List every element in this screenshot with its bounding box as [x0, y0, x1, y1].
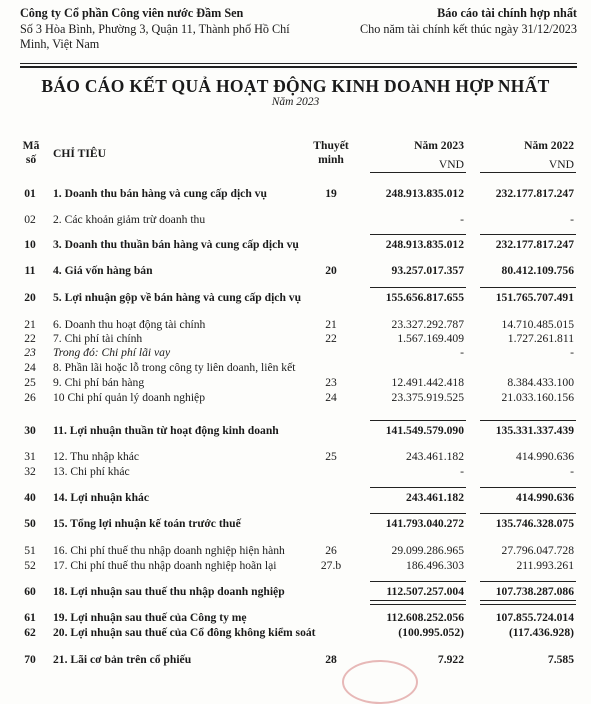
row-code: 60 [24, 585, 36, 598]
total-double-rule [370, 600, 466, 605]
row-value-2023: (100.995.052) [398, 626, 464, 639]
column-header-note [306, 139, 356, 167]
subtotal-rule [370, 487, 466, 488]
table-row [0, 390, 591, 405]
row-note: 25 [325, 450, 337, 463]
row-code: 01 [24, 187, 36, 200]
row-code: 30 [24, 424, 36, 437]
table-row [0, 237, 591, 252]
row-value-2023: 141.793.040.272 [385, 517, 464, 530]
row-value-2023: - [460, 465, 464, 478]
company-address-line2: Minh, Việt Nam [20, 37, 100, 51]
company-name: Công ty Cổ phần Công viên nước Đầm Sen [20, 6, 244, 20]
row-value-2023: 112.608.252.056 [386, 611, 464, 624]
row-label: 5. Lợi nhuận gộp về bán hàng và cung cấp dịch vụ [53, 291, 302, 304]
column-header-note-line2: minh [318, 153, 344, 166]
row-value-2022: 8.384.433.100 [507, 376, 574, 389]
row-code: 70 [24, 653, 36, 666]
table-row [0, 490, 591, 505]
table-row [0, 360, 591, 375]
row-value-2022: 135.331.337.439 [495, 424, 574, 437]
column-header-note-line1: Thuyết [313, 139, 349, 152]
row-value-2022: 14.710.485.015 [501, 318, 574, 331]
row-value-2023: 29.099.286.965 [391, 544, 464, 557]
row-code: 62 [24, 626, 36, 639]
row-value-2023: 141.549.579.090 [385, 424, 464, 437]
table-row [0, 610, 591, 625]
table-row [0, 516, 591, 531]
row-note: 19 [325, 187, 337, 200]
row-label: 14. Lợi nhuận khác [53, 491, 149, 504]
row-label: 12. Thu nhập khác [53, 450, 140, 463]
subtotal-rule [370, 420, 466, 421]
table-row [0, 464, 591, 479]
column-header-code-line2: số [25, 153, 37, 166]
table-row [0, 652, 591, 667]
table-row [0, 584, 591, 599]
column-header-item: CHỈ TIÊU [53, 147, 106, 160]
column-header-code-line1: Mã [22, 139, 40, 152]
row-code: 20 [24, 291, 36, 304]
row-value-2022: 21.033.160.156 [501, 391, 574, 404]
row-code: 51 [24, 544, 36, 557]
row-value-2023: 243.461.182 [406, 450, 464, 463]
row-value-2023: 155.656.817.655 [385, 291, 464, 304]
company-seal-stamp [342, 660, 418, 704]
row-value-2023: 93.257.017.357 [391, 264, 464, 277]
row-note: 26 [325, 544, 337, 557]
row-value-2023: - [460, 346, 464, 359]
row-label: 3. Doanh thu thuần bán hàng và cung cấp dịch vụ [53, 238, 299, 251]
subtotal-rule [480, 581, 576, 582]
row-code: 50 [24, 517, 36, 530]
row-code: 11 [24, 264, 36, 277]
row-label: 9. Chi phí bán hàng [53, 376, 145, 389]
row-code: 23 [24, 346, 36, 359]
row-label: 20. Lợi nhuận sau thuế của Cổ đông không kiểm soát [53, 626, 316, 639]
column-header-year-2022: Năm 2022 [524, 139, 574, 152]
row-label: 6. Doanh thu hoạt động tài chính [53, 318, 206, 331]
report-type: Báo cáo tài chính hợp nhất [437, 6, 577, 20]
header-rule-thin [20, 63, 577, 64]
subtotal-rule [480, 487, 576, 488]
row-label: 21. Lãi cơ bản trên cổ phiếu [53, 653, 192, 666]
column-unit-2022: VND [548, 158, 574, 171]
subtotal-rule [480, 420, 576, 421]
subtotal-rule [480, 234, 576, 235]
row-code: 02 [24, 213, 36, 226]
report-info-block [360, 6, 577, 37]
row-value-2023: 7.922 [437, 653, 464, 666]
table-row [0, 290, 591, 305]
row-code: 52 [24, 559, 36, 572]
row-label: 1. Doanh thu bán hàng và cung cấp dịch vụ [53, 187, 267, 200]
table-row [0, 263, 591, 278]
row-value-2022: 7.585 [547, 653, 574, 666]
column-unit-2023: VND [438, 158, 464, 171]
row-label: 15. Tổng lợi nhuận kế toán trước thuế [53, 517, 241, 530]
row-code: 22 [24, 332, 36, 345]
row-code: 61 [24, 611, 36, 624]
row-value-2023: 248.913.835.012 [385, 238, 464, 251]
row-code: 21 [24, 318, 36, 331]
row-label: 8. Phần lãi hoặc lỗ trong công ty liên doanh, liên kết [53, 361, 296, 374]
row-code: 26 [24, 391, 36, 404]
row-value-2022: - [570, 465, 574, 478]
row-code: 10 [24, 238, 36, 251]
company-block [20, 6, 320, 53]
subtotal-rule [480, 287, 576, 288]
report-period: Cho năm tài chính kết thúc ngày 31/12/2023 [360, 21, 577, 36]
row-value-2022: 151.765.707.491 [495, 291, 574, 304]
row-code: 24 [24, 361, 36, 374]
row-value-2022: 80.412.109.756 [501, 264, 574, 277]
subtotal-rule [370, 287, 466, 288]
row-value-2023: 112.507.257.004 [386, 585, 464, 598]
subtotal-rule [480, 513, 576, 514]
row-note: 22 [325, 332, 337, 345]
row-label: 7. Chi phí tài chính [53, 332, 143, 345]
row-label: 11. Lợi nhuận thuần từ hoạt động kinh doanh [53, 424, 279, 437]
table-row [0, 558, 591, 573]
row-note: 28 [325, 653, 337, 666]
report-title: BÁO CÁO KẾT QUẢ HOẠT ĐỘNG KINH DOANH HỢP NHẤT [41, 76, 550, 96]
unit-underline-2023 [370, 172, 466, 173]
row-value-2023: 243.461.182 [406, 491, 464, 504]
row-value-2022: - [570, 213, 574, 226]
row-value-2023: 12.491.442.418 [391, 376, 464, 389]
row-value-2023: 248.913.835.012 [385, 187, 464, 200]
row-value-2022: 414.990.636 [516, 491, 574, 504]
report-subtitle: Năm 2023 [271, 96, 320, 108]
row-note: 21 [325, 318, 337, 331]
table-row [0, 375, 591, 390]
table-row [0, 317, 591, 332]
row-value-2023: 186.496.303 [406, 559, 464, 572]
row-value-2022: 135.746.328.075 [495, 517, 574, 530]
row-note: 24 [325, 391, 337, 404]
table-row [0, 423, 591, 438]
row-value-2022: 107.738.287.086 [495, 585, 574, 598]
row-label: 16. Chi phí thuế thu nhập doanh nghiệp hiện hành [53, 544, 285, 557]
table-row [0, 331, 591, 346]
row-value-2022: 27.796.047.728 [501, 544, 574, 557]
table-row [0, 449, 591, 464]
subtotal-rule [370, 513, 466, 514]
row-note: 27.b [320, 559, 342, 572]
column-header-year-2023: Năm 2023 [414, 139, 464, 152]
row-code: 32 [24, 465, 36, 478]
table-row [0, 345, 591, 360]
row-code: 40 [24, 491, 36, 504]
row-value-2022: - [570, 346, 574, 359]
row-value-2023: - [460, 213, 464, 226]
row-code: 25 [24, 376, 36, 389]
row-value-2023: 1.567.169.409 [397, 332, 464, 345]
company-address-line1: Số 3 Hòa Bình, Phường 3, Quận 11, Thành phố Hồ Chí [20, 21, 290, 36]
row-note: 23 [325, 376, 337, 389]
row-label: 2. Các khoản giảm trừ doanh thu [53, 213, 206, 226]
row-value-2022: (117.436.928) [508, 626, 574, 639]
row-label: 13. Chi phí khác [53, 465, 130, 478]
subtotal-rule [370, 581, 466, 582]
row-value-2022: 232.177.817.247 [495, 238, 574, 251]
header-rule-thick [20, 66, 577, 68]
row-label: 19. Lợi nhuận sau thuế của Công ty mẹ [53, 611, 247, 624]
row-value-2022: 1.727.261.811 [507, 332, 574, 345]
row-value-2023: 23.375.919.525 [391, 391, 464, 404]
subtotal-rule [370, 234, 466, 235]
table-row [0, 625, 591, 640]
table-row [0, 212, 591, 227]
row-value-2022: 232.177.817.247 [495, 187, 574, 200]
column-header-code [18, 139, 44, 167]
row-code: 31 [24, 450, 36, 463]
row-value-2023: 23.327.292.787 [391, 318, 464, 331]
row-label: 10 Chi phí quản lý doanh nghiệp [53, 391, 205, 404]
total-double-rule [480, 600, 576, 605]
row-label: 4. Giá vốn hàng bán [53, 264, 153, 277]
table-row [0, 543, 591, 558]
row-value-2022: 414.990.636 [516, 450, 574, 463]
unit-underline-2022 [480, 172, 576, 173]
table-row [0, 186, 591, 201]
row-value-2022: 211.993.261 [516, 559, 574, 572]
row-label: Trong đó: Chi phí lãi vay [53, 346, 171, 359]
row-label: 17. Chi phí thuế thu nhập doanh nghiệp hoãn lại [53, 559, 277, 572]
row-label: 18. Lợi nhuận sau thuế thu nhập doanh nghiệp [53, 585, 285, 598]
row-value-2022: 107.855.724.014 [495, 611, 574, 624]
row-note: 20 [325, 264, 337, 277]
